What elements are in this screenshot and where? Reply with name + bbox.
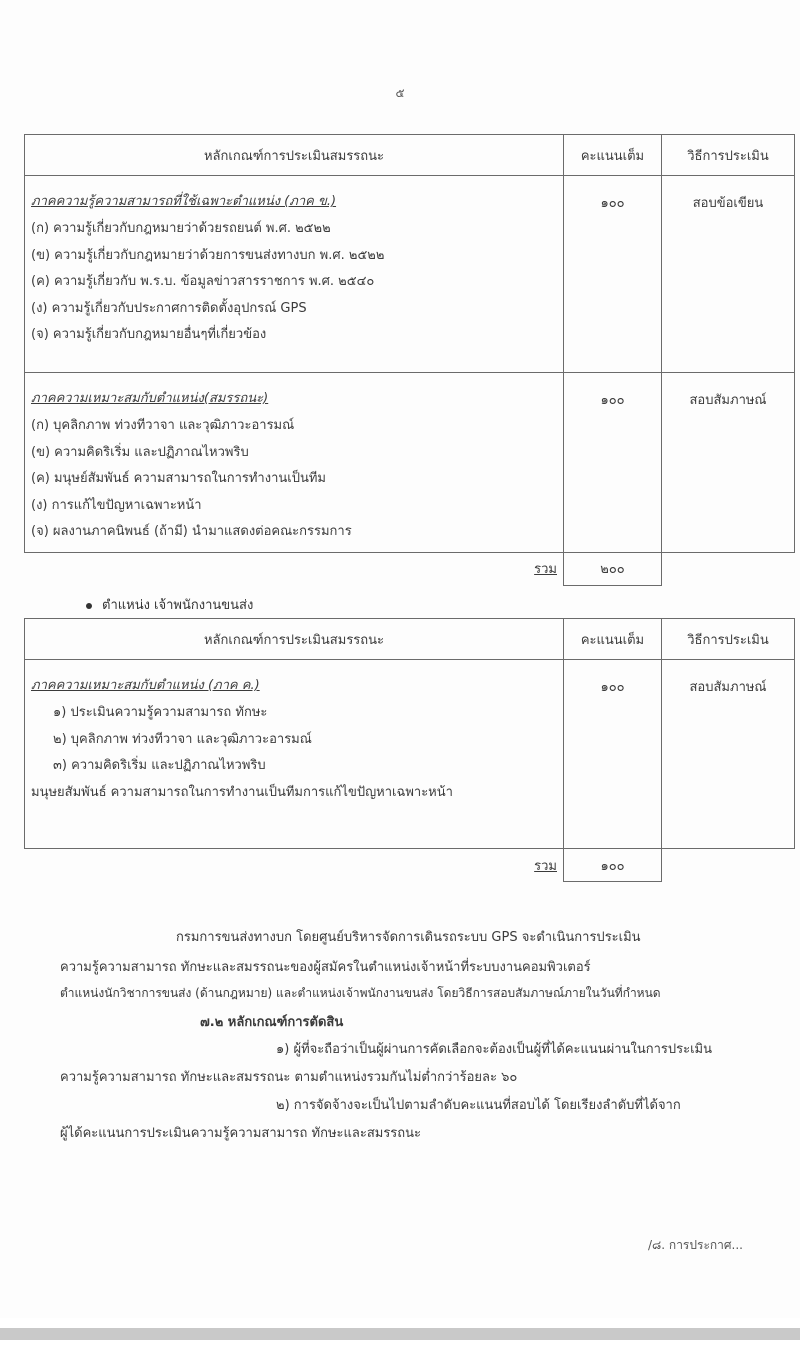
- table-header-row: [25, 135, 795, 176]
- criteria-item: (ข) ความคิดริเริ่ม และปฏิภาณไหวพริบ: [31, 444, 249, 460]
- total-blank: [662, 552, 795, 585]
- bullet-icon: [86, 603, 92, 609]
- total-value: ๑๐๐: [564, 849, 662, 882]
- table-row: [25, 176, 795, 373]
- total-label: รวม: [534, 562, 557, 578]
- criteria-item: (ก) บุคลิกภาพ ท่วงทีวาจา และวุฒิภาวะอารมณ์: [31, 418, 295, 433]
- full-score-value: ๑๐๐: [564, 373, 662, 553]
- criteria-item: (ข) ความรู้เกี่ยวกับกฎหมายว่าด้วยการขนส่งทางบก พ.ศ. ๒๕๒๒: [31, 247, 385, 263]
- total-row: [25, 552, 795, 585]
- full-score-value: ๑๐๐: [564, 660, 662, 849]
- criteria-item: ๓) ความคิดริเริ่ม และปฏิภาณไหวพริบ: [53, 758, 266, 773]
- rule-line: ๒) การจัดจ้างจะเป็นไปตามลำดับคะแนนที่สอบได้ โดยเรียงลำดับที่ได้จาก: [276, 1098, 681, 1113]
- total-value: ๒๐๐: [564, 552, 662, 585]
- section-criteria-cell: [25, 660, 564, 849]
- header-method: วิธีการประเมิน: [662, 619, 795, 660]
- assessment-method: สอบข้อเขียน: [662, 176, 795, 373]
- rule-line: ผู้ได้คะแนนการประเมินความรู้ความสามารถ ทักษะและสมรรถนะ: [60, 1126, 422, 1141]
- position-heading: [86, 594, 253, 615]
- criteria-item: (ง) การแก้ไขปัญหาเฉพาะหน้า: [31, 497, 202, 513]
- section-heading: ๗.๒ หลักเกณฑ์การตัดสิน: [200, 1015, 344, 1030]
- full-score-value: ๑๐๐: [564, 176, 662, 373]
- criteria-item: (ก) ความรู้เกี่ยวกับกฎหมายว่าด้วยรถยนต์ พ.ศ. ๒๕๒๒: [31, 221, 331, 236]
- paragraph-line: กรมการขนส่งทางบก โดยศูนย์บริหารจัดการเดินรถระบบ GPS จะดำเนินการประเมิน: [176, 930, 641, 945]
- criteria-table-2: [24, 618, 795, 882]
- section-title: ภาคความรู้ความสามารถที่ใช้เฉพาะตำแหน่ง (ภาค ข.): [31, 194, 337, 209]
- table-header-row: [25, 619, 795, 660]
- assessment-method: สอบสัมภาษณ์: [662, 660, 795, 849]
- criteria-item: (จ) ความรู้เกี่ยวกับกฎหมายอื่นๆที่เกี่ยวข้อง: [31, 327, 267, 342]
- paragraph-line: ความรู้ความสามารถ ทักษะและสมรรถนะของผู้สมัครในตำแหน่งเจ้าหน้าที่ระบบงานคอมพิวเตอร์: [60, 960, 591, 975]
- total-label: รวม: [534, 858, 557, 874]
- page-number: ๕: [395, 86, 405, 100]
- section-criteria-cell: [25, 176, 564, 373]
- continuation-note: /๘. การประกาศ...: [648, 1238, 743, 1252]
- criteria-item: (จ) ผลงานภาคนิพนธ์ (ถ้ามี) นำมาแสดงต่อคณะกรรมการ: [31, 524, 352, 539]
- page-edge-divider: [0, 1328, 800, 1340]
- section-title: ภาคความเหมาะสมกับตำแหน่ง (ภาค ค.): [31, 678, 260, 693]
- header-criteria: หลักเกณฑ์การประเมินสมรรถนะ: [25, 135, 564, 176]
- total-blank: [662, 849, 795, 882]
- table-row: [25, 660, 795, 849]
- criteria-item: ๑) ประเมินความรู้ความสามารถ ทักษะ: [53, 705, 268, 720]
- header-criteria: หลักเกณฑ์การประเมินสมรรถนะ: [25, 619, 564, 660]
- section-criteria-cell: [25, 373, 564, 553]
- criteria-item: มนุษยสัมพันธ์ ความสามารถในการทำงานเป็นทีมการแก้ไขปัญหาเฉพาะหน้า: [31, 784, 453, 800]
- header-method: วิธีการประเมิน: [662, 135, 795, 176]
- header-full-score: คะแนนเต็ม: [564, 619, 662, 660]
- header-full-score: คะแนนเต็ม: [564, 135, 662, 176]
- table-row: [25, 373, 795, 553]
- paragraph-line: ตำแหน่งนักวิชาการขนส่ง (ด้านกฎหมาย) และตำแหน่งเจ้าพนักงานขนส่ง โดยวิธีการสอบสัมภาษณ์ภายในวันที่กำหนด: [60, 986, 661, 1000]
- criteria-item: (ง) ความรู้เกี่ยวกับประกาศการติดตั้งอุปกรณ์ GPS: [31, 300, 307, 316]
- criteria-item: (ค) ความรู้เกี่ยวกับ พ.ร.บ. ข้อมูลข่าวสารราชการ พ.ศ. ๒๕๔๐: [31, 274, 375, 289]
- criteria-item: ๒) บุคลิกภาพ ท่วงทีวาจา และวุฒิภาวะอารมณ์: [53, 731, 312, 747]
- total-row: [25, 849, 795, 882]
- rule-line: ๑) ผู้ที่จะถือว่าเป็นผู้ผ่านการคัดเลือกจะต้องเป็นผู้ที่ได้คะแนนผ่านในการประเมิน: [276, 1042, 712, 1057]
- position-label: ตำแหน่ง เจ้าพนักงานขนส่ง: [102, 598, 254, 613]
- section-title: ภาคความเหมาะสมกับตำแหน่ง(สมรรถนะ): [31, 391, 269, 406]
- criteria-item: (ค) มนุษย์สัมพันธ์ ความสามารถในการทำงานเป็นทีม: [31, 471, 326, 486]
- assessment-method: สอบสัมภาษณ์: [662, 373, 795, 553]
- criteria-table-1: [24, 134, 795, 586]
- rule-line: ความรู้ความสามารถ ทักษะและสมรรถนะ ตามตำแหน่งรวมกันไม่ต่ำกว่าร้อยละ ๖๐: [60, 1070, 518, 1085]
